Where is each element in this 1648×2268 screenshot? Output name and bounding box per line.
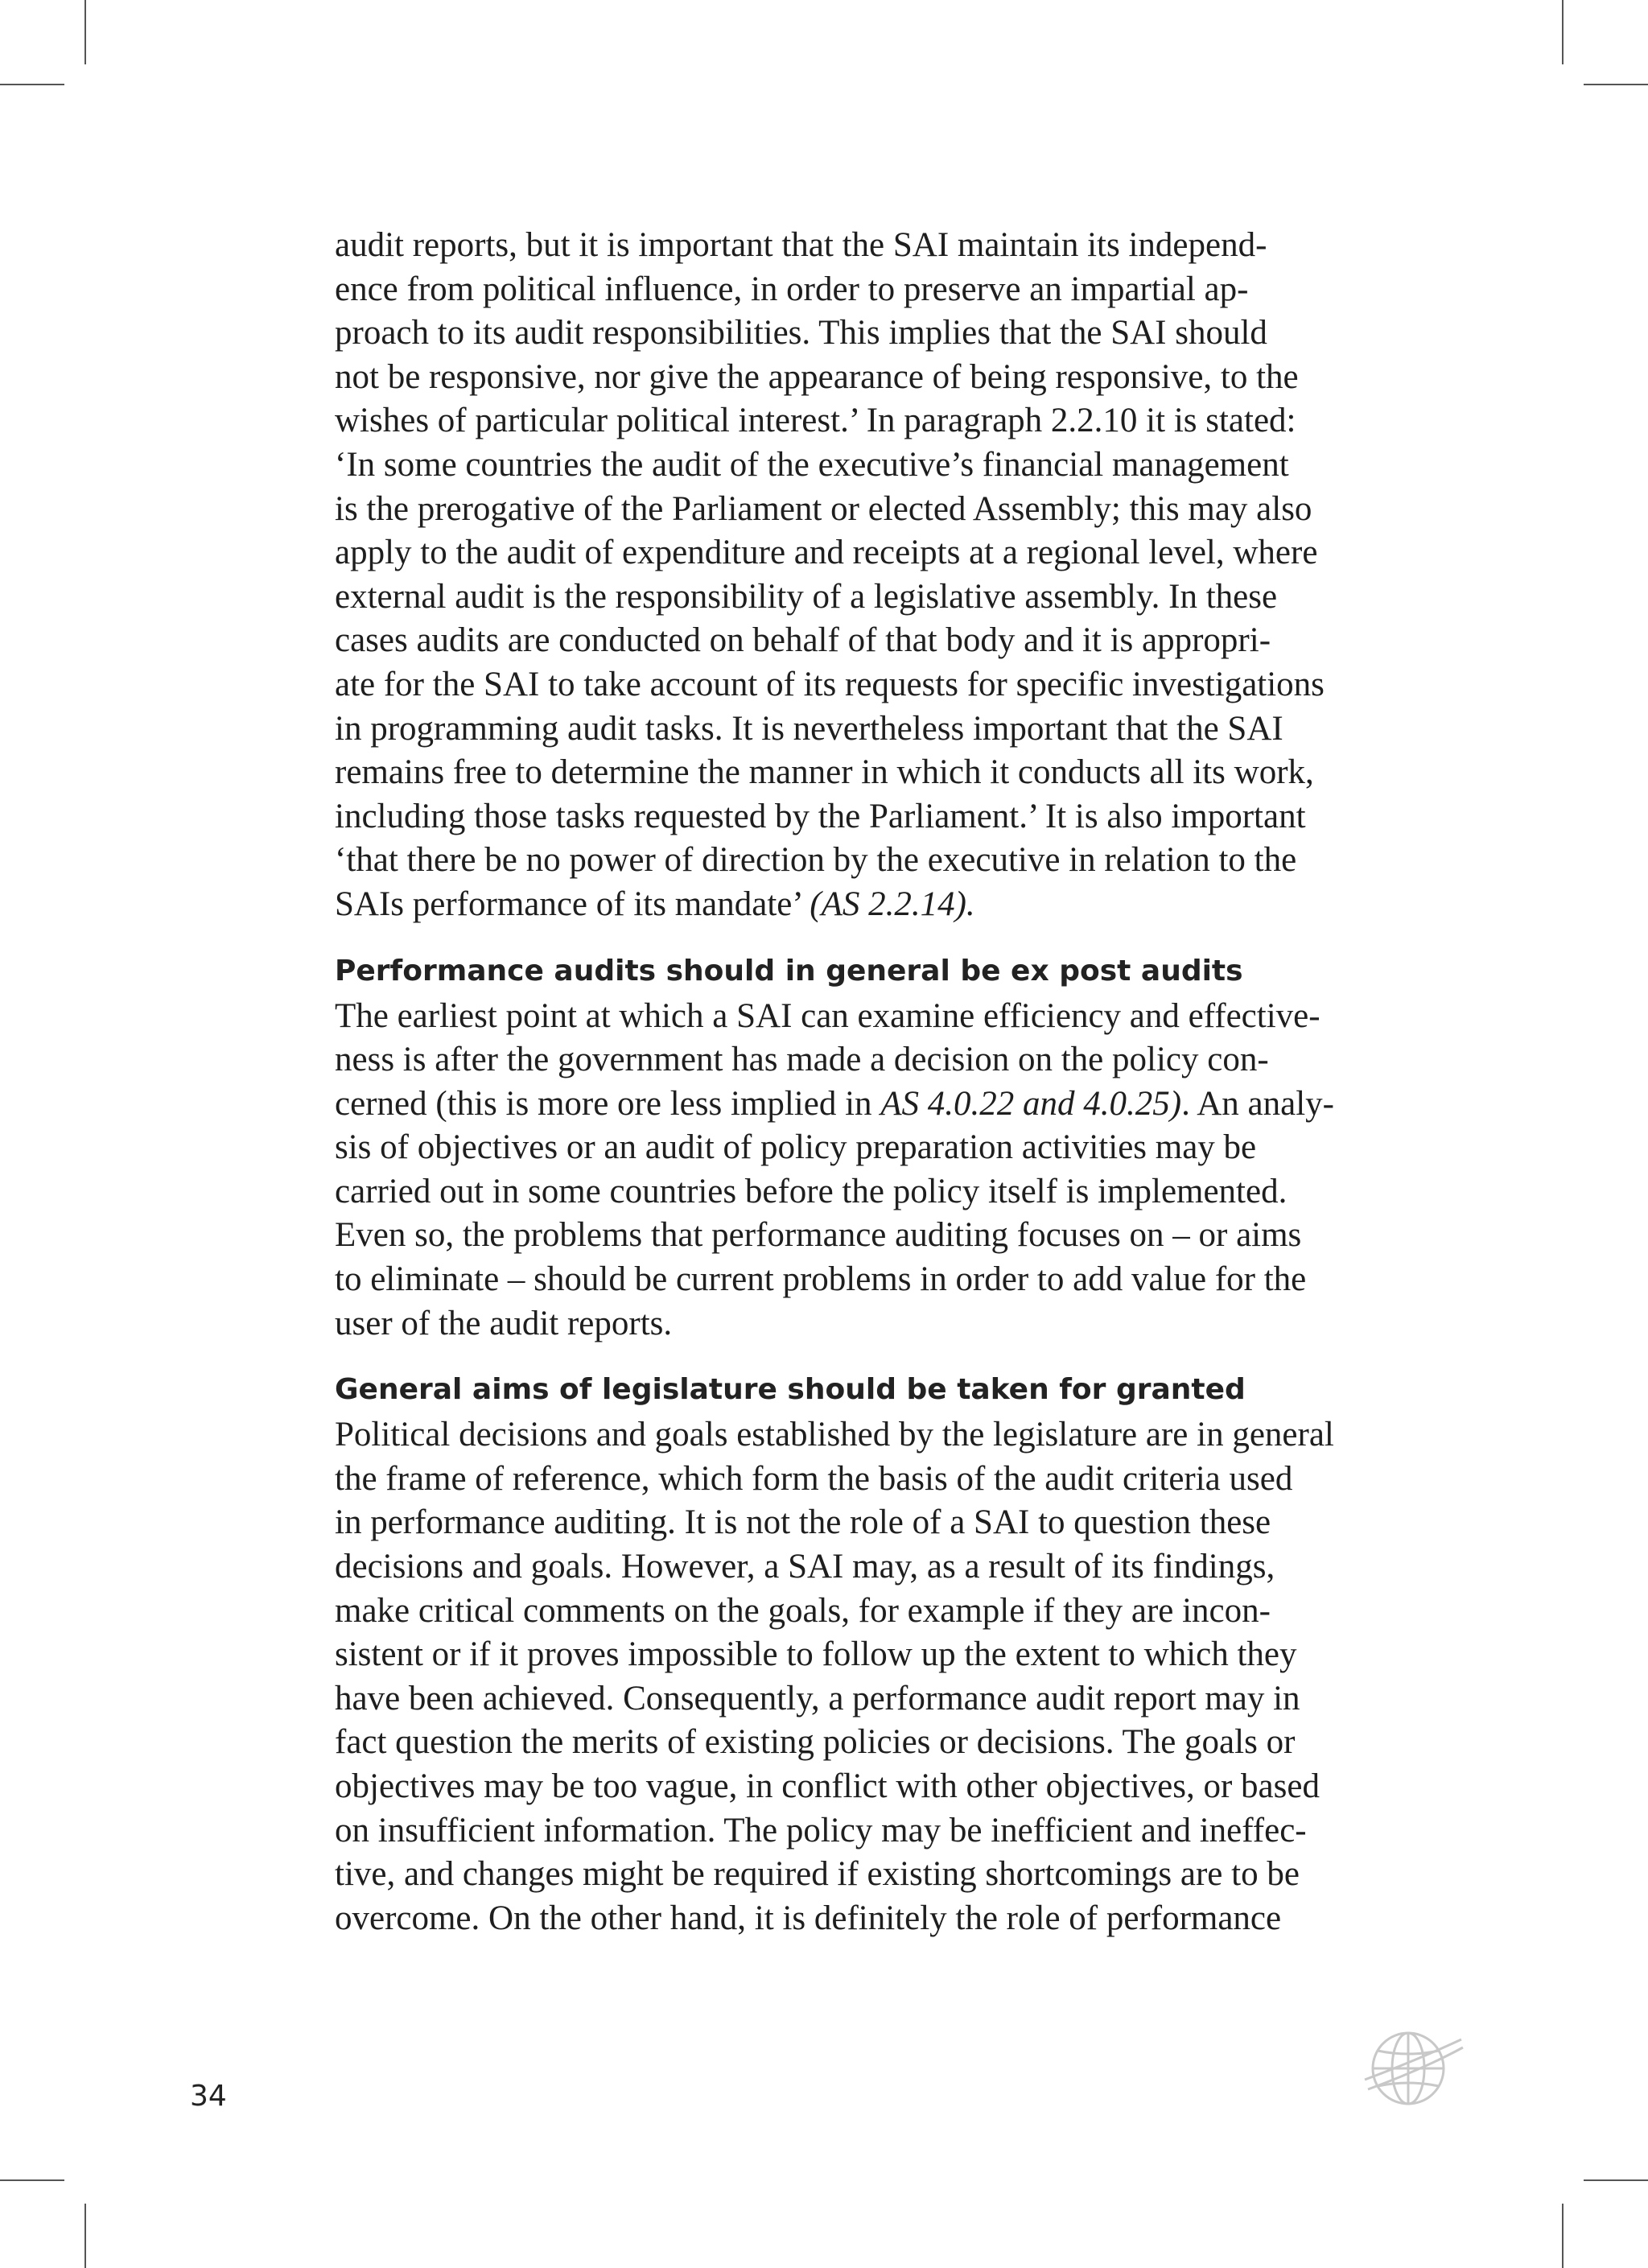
text-line: [335, 443, 1389, 488]
text-run: decisions and goals. However, a SAI may, as a result of its findings,: [335, 1548, 1275, 1586]
text-line: [335, 1170, 1389, 1214]
citation-text: (AS 2.2.14).: [810, 885, 975, 923]
text-line: [335, 839, 1389, 883]
text-run: sis of objectives or an audit of policy preparation activities may be: [335, 1128, 1257, 1167]
text-line: [335, 1126, 1389, 1170]
text-run: make critical comments on the goals, for example if they are incon-: [335, 1591, 1271, 1630]
text-line: [335, 575, 1389, 620]
text-run: fact question the merits of existing policies or decisions. The goals or: [335, 1723, 1296, 1762]
text-run: on insufficient information. The policy may be inefficient and ineffec-: [335, 1811, 1307, 1849]
text-line: [335, 883, 1389, 927]
text-run: tive, and changes might be required if existing shortcomings are to be: [335, 1855, 1300, 1894]
citation-text: AS 4.0.22 and 4.0.25): [880, 1084, 1182, 1123]
text-run: The earliest point at which a SAI can examine efficiency and effective-: [335, 996, 1320, 1035]
text-line: [335, 663, 1389, 707]
text-line: [335, 1214, 1389, 1258]
text-run: external audit is the responsibility of a legislative assembly. In these: [335, 577, 1278, 616]
text-line: [335, 1721, 1389, 1765]
text-line: [335, 1082, 1389, 1127]
text-run: . An analy-: [1181, 1084, 1334, 1123]
crop-mark: [1584, 2179, 1648, 2181]
text-run: Political decisions and goals established by the legislature are in general: [335, 1416, 1334, 1454]
text-run: the frame of reference, which form the basis of the audit criteria used: [335, 1459, 1293, 1498]
text-line: [335, 1765, 1389, 1809]
page-body: [335, 224, 1389, 1940]
text-line: [335, 707, 1389, 752]
text-line: [335, 531, 1389, 575]
crop-mark: [0, 84, 64, 85]
crop-mark: [1562, 2204, 1564, 2268]
text-line: [335, 1590, 1389, 1634]
text-run: have been achieved. Consequently, a performance audit report may in: [335, 1679, 1300, 1717]
text-line: [335, 268, 1389, 312]
text-run: including those tasks requested by the Parliament.’ It is also important: [335, 797, 1306, 835]
section-heading: Performance audits should in general be ex post audits: [335, 954, 1243, 988]
text-run: overcome. On the other hand, it is definitely the role of performance: [335, 1899, 1282, 1937]
text-run: remains free to determine the manner in which it conducts all its work,: [335, 753, 1314, 792]
text-run: ness is after the government has made a decision on the policy con-: [335, 1041, 1269, 1079]
text-line: [335, 1038, 1389, 1082]
text-run: cerned (this is more ore less implied in: [335, 1084, 881, 1123]
text-line: [335, 1258, 1389, 1302]
text-run: is the prerogative of the Parliament or elected Assembly; this may also: [335, 489, 1312, 528]
crop-mark: [0, 2179, 64, 2181]
text-run: carried out in some countries before the policy itself is implemented.: [335, 1172, 1288, 1210]
text-line: [335, 1633, 1389, 1677]
text-line: [335, 356, 1389, 400]
text-run: wishes of particular political interest.’ In paragraph 2.2.10 it is stated:: [335, 402, 1296, 440]
globe-icon: [1360, 2028, 1466, 2109]
section-heading: General aims of legislature should be taken for granted: [335, 1373, 1246, 1407]
text-run: ate for the SAI to take account of its requests for specific investigations: [335, 665, 1325, 703]
text-line: [335, 795, 1389, 839]
text-run: proach to its audit responsibilities. This implies that the SAI should: [335, 314, 1267, 353]
text-line: [335, 224, 1389, 268]
text-run: objectives may be too vague, in conflict with other objectives, or based: [335, 1767, 1320, 1805]
text-line: [335, 1677, 1389, 1722]
body-paragraph: [335, 1413, 1389, 1940]
text-line: [335, 1545, 1389, 1590]
text-line: [335, 619, 1389, 663]
crop-mark: [84, 2204, 86, 2268]
text-line: [335, 1413, 1389, 1458]
text-run: ence from political influence, in order to preserve an impartial ap-: [335, 270, 1249, 308]
text-run: user of the audit reports.: [335, 1304, 673, 1342]
text-line: [335, 1853, 1389, 1897]
body-paragraph: [335, 995, 1389, 1346]
crop-mark: [84, 0, 86, 64]
text-run: ‘In some countries the audit of the executive’s financial management: [335, 445, 1289, 484]
text-run: sistent or if it proves impossible to follow up the extent to which they: [335, 1635, 1297, 1674]
text-line: [335, 995, 1389, 1039]
page-number: 34: [190, 2080, 227, 2113]
text-line: [335, 1809, 1389, 1854]
text-line: [335, 399, 1389, 443]
text-run: Even so, the problems that performance auditing focuses on – or aims: [335, 1216, 1302, 1255]
text-line: [335, 751, 1389, 795]
text-run: apply to the audit of expenditure and receipts at a regional level, where: [335, 534, 1318, 572]
text-line: [335, 1501, 1389, 1545]
text-run: to eliminate – should be current problems in order to add value for the: [335, 1260, 1307, 1299]
body-paragraph: [335, 224, 1389, 927]
text-run: audit reports, but it is important that the SAI maintain its independ-: [335, 226, 1267, 264]
text-line: [335, 488, 1389, 532]
text-run: ‘that there be no power of direction by the executive in relation to the: [335, 841, 1297, 880]
text-line: [335, 1302, 1389, 1346]
text-run: cases audits are conducted on behalf of that body and it is appropri-: [335, 621, 1271, 660]
text-line: [335, 1458, 1389, 1502]
text-run: in performance auditing. It is not the role of a SAI to question these: [335, 1503, 1271, 1542]
text-run: SAIs performance of its mandate’: [335, 885, 810, 923]
text-run: not be responsive, nor give the appearance of being responsive, to the: [335, 357, 1299, 396]
text-line: [335, 311, 1389, 356]
text-line: [335, 1897, 1389, 1941]
text-run: in programming audit tasks. It is nevertheless important that the SAI: [335, 709, 1283, 748]
crop-mark: [1562, 0, 1564, 64]
crop-mark: [1584, 84, 1648, 85]
